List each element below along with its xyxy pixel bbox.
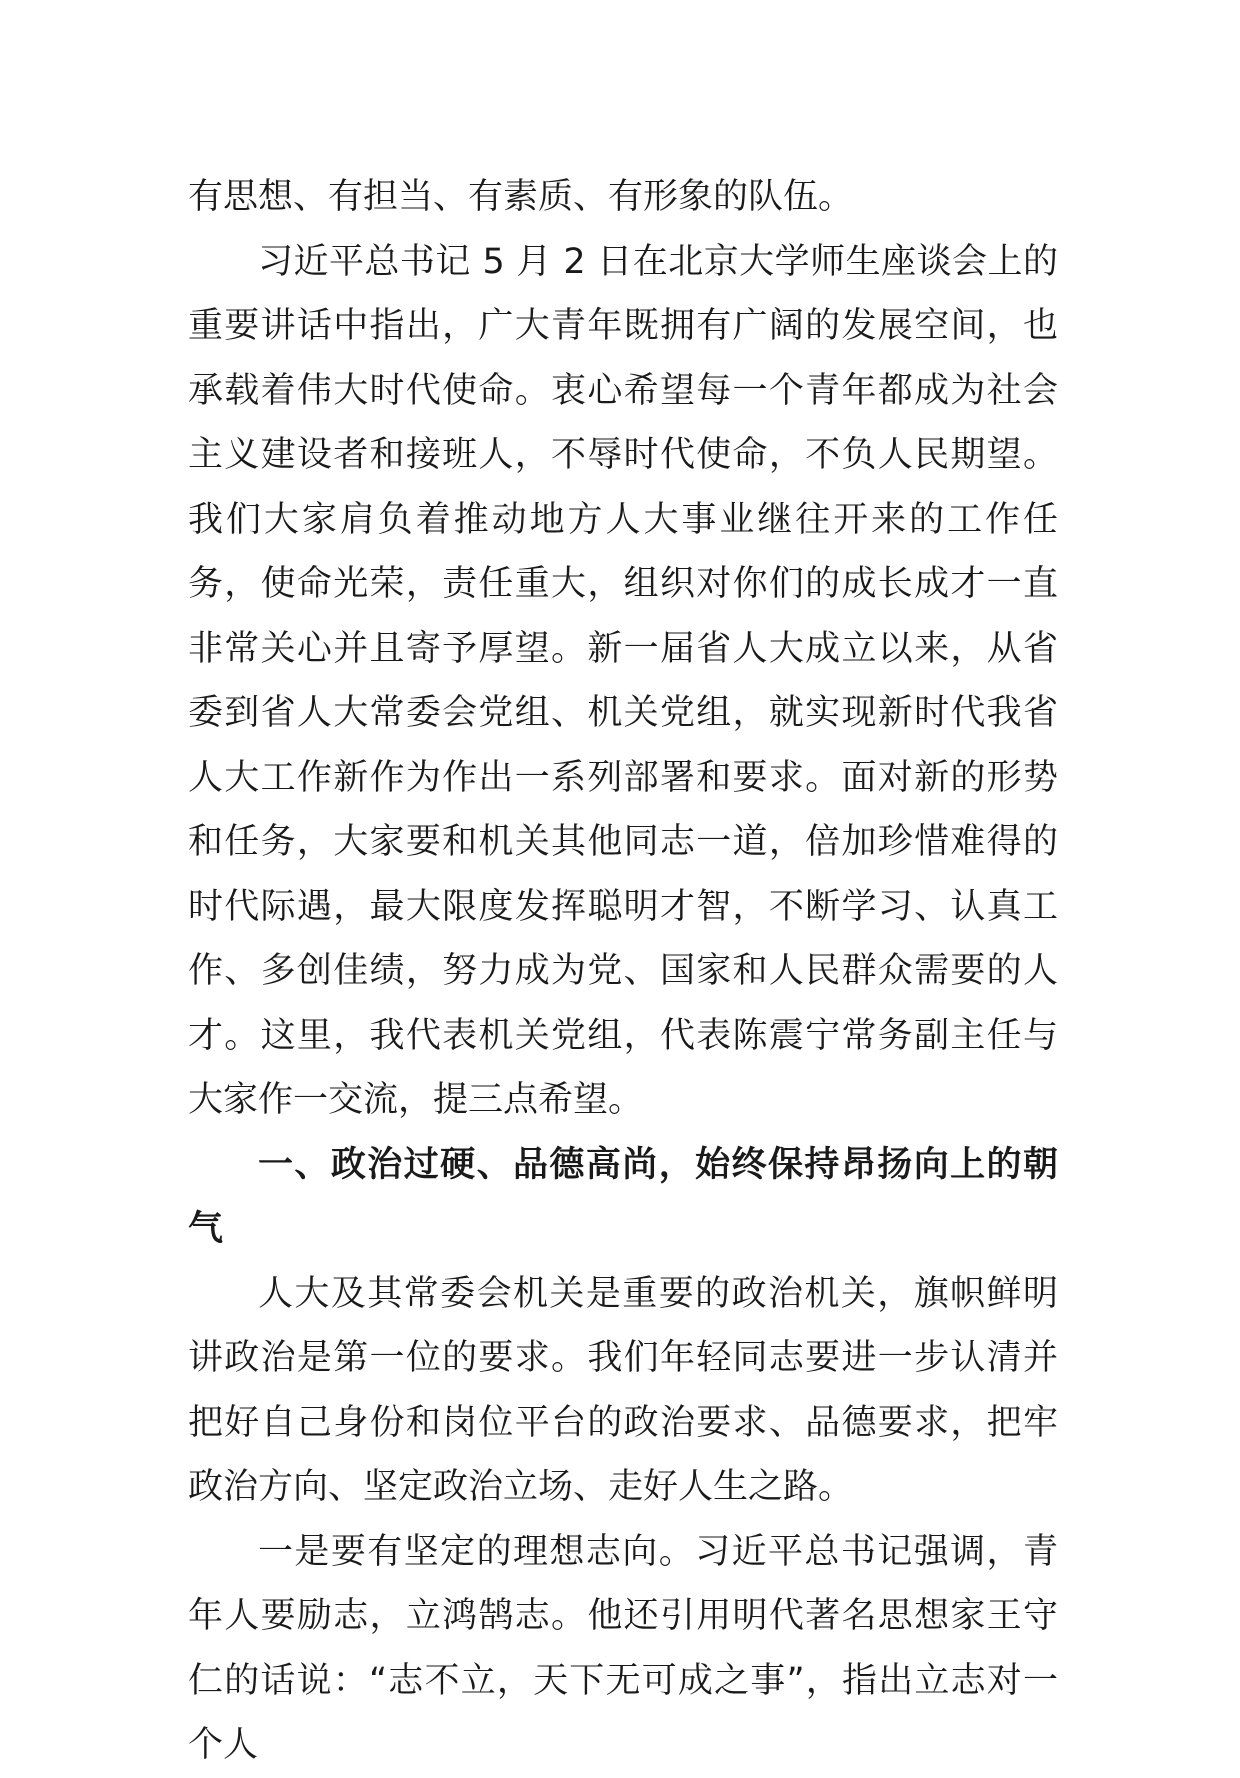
paragraph-speech-quote: 习近平总书记 5 月 2 日在北京大学师生座谈会上的重要讲话中指出，广大青年既拥有广阔的发展空间，也承载着伟大时代使命。衷心希望每一个青年都成为社会主义建设者和接班人，不辱时代使命，不负人民期望。我们大家肩负着推动地方人大事业继往开来的工作任务，使命光荣，责任重大，组织对你们的成长成才一直非常关心并且寄予厚望。新一届省人大成立以来，从省委到省人大常委会党组、机关党组，就实现新时代我省人大工作新作为作出一系列部署和要求。面对新的形势和任务，大家要和机关其他同志一道，倍加珍惜难得的时代际遇，最大限度发挥聪明才智，不断学习、认真工作、多创佳绩，努力成为党、国家和人民群众需要的人才。这里，我代表机关党组，代表陈震宁常务副主任与大家作一交流，提三点希望。 bbox=[188, 241, 1058, 1120]
paragraph-continuation: 有思想、有担当、有素质、有形象的队伍。 bbox=[188, 177, 854, 217]
document-page bbox=[188, 165, 1058, 1778]
section-heading-1: 一、政治过硬、品德高尚，始终保持昂扬向上的朝气 bbox=[188, 1144, 1058, 1249]
paragraph-ideals: 一是要有坚定的理想志向。习近平总书记强调，青年人要励志，立鸿鹄志。他还引用明代著名思想家王守仁的话说：“志不立，天下无可成之事”，指出立志对一个人 bbox=[188, 1531, 1058, 1765]
paragraph-political-organ: 人大及其常委会机关是重要的政治机关，旗帜鲜明讲政治是第一位的要求。我们年轻同志要进一步认清并把好自己身份和岗位平台的政治要求、品德要求，把牢政治方向、坚定政治立场、走好人生之路。 bbox=[188, 1273, 1058, 1507]
